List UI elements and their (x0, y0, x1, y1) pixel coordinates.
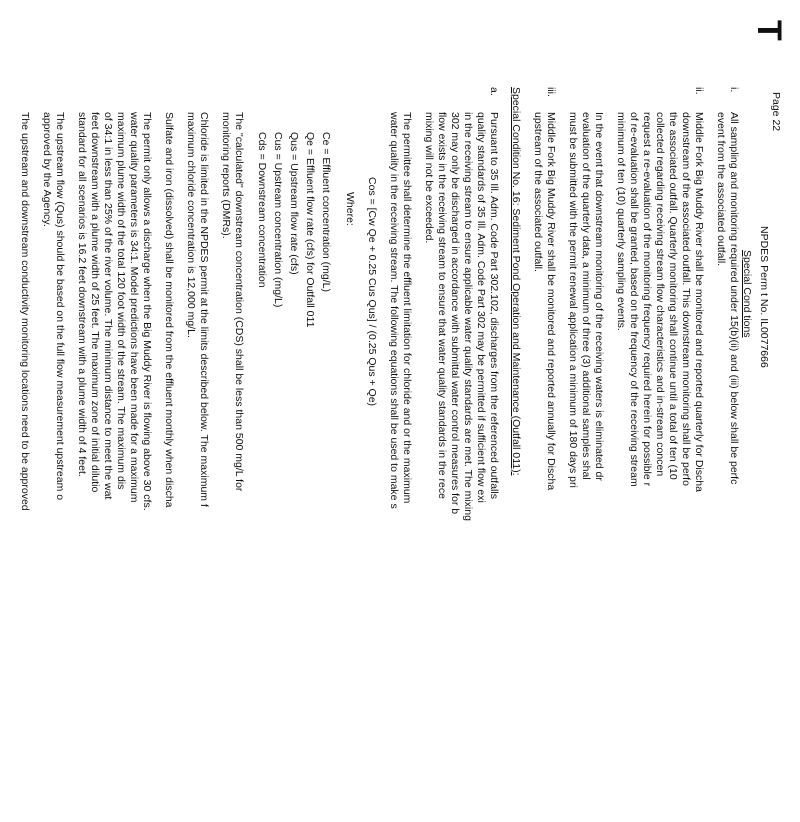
paragraph-spacer (175, 112, 184, 822)
item-text-line: downstream of the associated outfall. This downstream monitoring shall be perfo (680, 112, 692, 486)
definition-line: Qus = Upstream flow rate (cfs) (288, 132, 300, 275)
item-text-line: request a re-evaluation of the monitoring frequency required herein for possible r (641, 112, 653, 487)
item-marker: iii. (545, 87, 557, 97)
paragraph-a-line: in the receiving stream to ensure applicable water quality standards are met. The mixing (462, 112, 474, 521)
item-text-line: event from the associated outfall. (715, 112, 727, 267)
definition-line: Ce = Effluent concentration (mg/L) (320, 132, 332, 293)
page-number: Page 22 (770, 92, 782, 132)
paragraph-a-line: 302 may only be discharged in accordance with submittal water control measures for b (449, 112, 461, 515)
condition-title: Special Condition No. 16: Sediment Pond Operation and Maintenance (Outfall 011): (510, 87, 522, 476)
closing-text-line: The upstream flow (Qus) should be based on the full flow measurement upstream o (54, 112, 66, 501)
closing-text-line: The "calculated" downstream concentration (CDS) shall be less than 500 mg/L for (233, 112, 245, 492)
item-marker: ii. (693, 87, 705, 95)
paragraph-b (387, 112, 413, 822)
paragraph-a-line: flow exists in the receiving stream to ensure that water quality standards in the rece (436, 112, 448, 499)
definition-line: Qe = Effluent flow rate (cfs) for Outfall 011 (304, 132, 316, 328)
paragraph-a-line: mixing will not be exceeded. (423, 112, 435, 244)
closing-text-line: water quality parameters is 34:1. Model predictions have been made for a maximum (128, 112, 140, 503)
paragraph-spacer (153, 112, 162, 822)
item-text-line: In the event that downstream monitoring of the receiving waters is eliminated dr (593, 112, 605, 481)
section-title: Special Cond tions (741, 250, 753, 338)
item-text-line: Middle Fork Big Muddy River shall be monitored and reported quarterly for Discha (693, 112, 705, 492)
paragraph-spacer (210, 112, 219, 822)
item-text-line: Middle Fork Big Muddy River shall be monitored and reported annually for Discha (545, 112, 557, 491)
condition-16-heading (509, 87, 522, 822)
item-text-line: All sampling and monitoring required under 15(b)(ii) and (iii) below shall be perfc (728, 112, 740, 485)
closing-text-line: The permit only allows a discharge when the Big Muddy River is flowing above 30 cfs. (141, 112, 153, 511)
definition-line: Cus = Upstream concentration (mg/L) (272, 132, 284, 308)
condition-item (614, 87, 705, 822)
condition-item (714, 87, 740, 822)
where-label: Where: (344, 192, 356, 226)
item-text-line: must be submitted with the permit renewal application a minimum of 180 days pri (567, 112, 579, 488)
condition-items (531, 87, 740, 822)
closing-text-line: maximum plume width of the total 120 foot width of the stream. The maximum dis (115, 112, 127, 490)
paragraph-b-lines (387, 112, 413, 822)
closing-text-line: Sulfate and iron (dissolved) shall be monitored from the effluent monthly when discha (163, 112, 175, 508)
item-text-line: of re-evaluation shall be granted, based on the frequency of the receiving stream (628, 112, 640, 487)
document-body (9, 87, 740, 822)
closing-text-line: Chloride is limited in the NPDES permit at the limits described below. The maximum f (198, 112, 210, 507)
paragraph-a-line: quality standards of 35 Ill. Adm. Code Part 302 may be permitted if sufficient flow exi (475, 112, 487, 503)
condition-item (566, 112, 605, 822)
closing-text-line: approved by the Agency. (41, 112, 53, 227)
corner-mark: T (750, 20, 788, 41)
variable-definitions (254, 132, 334, 822)
closing-text-line: monitoring reports (DMRs). (220, 112, 232, 239)
closing-text-line: standard for all scenarios is 16.2 feet downstream with a plume width of 4 feet. (76, 112, 88, 477)
closing-paragraphs (18, 112, 245, 822)
item-text-line: collected regarding receiving stream flow characteristics and in-stream concen (654, 112, 666, 477)
paragraph-b-line: The permittee shall determine the effluent limitation for chloride and or the maximum (401, 112, 413, 504)
item-text-line: upstream of the associated outfall. (532, 112, 544, 272)
permit-number: NPDES Perm t No. IL0077666 (758, 226, 770, 368)
paragraph-b-line: water quality in the receiving stream. The following equations shall be used to make s (388, 112, 400, 509)
paragraph-a (422, 87, 500, 822)
definition-line: Cds = Downstream concentration (256, 132, 268, 288)
item-marker: i. (728, 87, 740, 93)
dilution-equation: Cos = [Cw Qe + 0.25 Cus Qus] / (0.25 Qus + Qe) (366, 177, 378, 407)
condition-item (531, 87, 557, 822)
paragraph-marker: a. (488, 87, 500, 96)
equation-block (365, 112, 378, 822)
closing-text-line: feet downstream with a plume width of 25 feet. The maximum zone of initial dilutio (89, 112, 101, 493)
closing-text-line: The upstream and downstream conductivity monitoring locations need to be approved (19, 112, 31, 511)
closing-text-line: of 34:1 in less than 25% of the river volume. The minimum distance to meet the wat (102, 112, 114, 500)
paragraph-spacer (31, 112, 40, 822)
paragraph-a-line: Pursuant to 35 Ill. Adm. Code Part 302.102, discharges from the referenced outfalls (488, 112, 500, 499)
paragraph-a-lines (422, 112, 500, 822)
item-text-line: evaluation of the quarterly data, a minimum of three (3) additional samples shal (580, 112, 592, 480)
item-text-line: the associated outfall. Quarterly monitoring shall continue until a total of ten (10 (667, 112, 679, 480)
where-block (343, 112, 356, 822)
closing-text-line: maximum chloride concentration is 12,000 mg/L. (185, 112, 197, 338)
paragraph-spacer (66, 112, 75, 822)
item-text-line: minimum of ten (10) quarterly sampling events. (615, 112, 627, 331)
